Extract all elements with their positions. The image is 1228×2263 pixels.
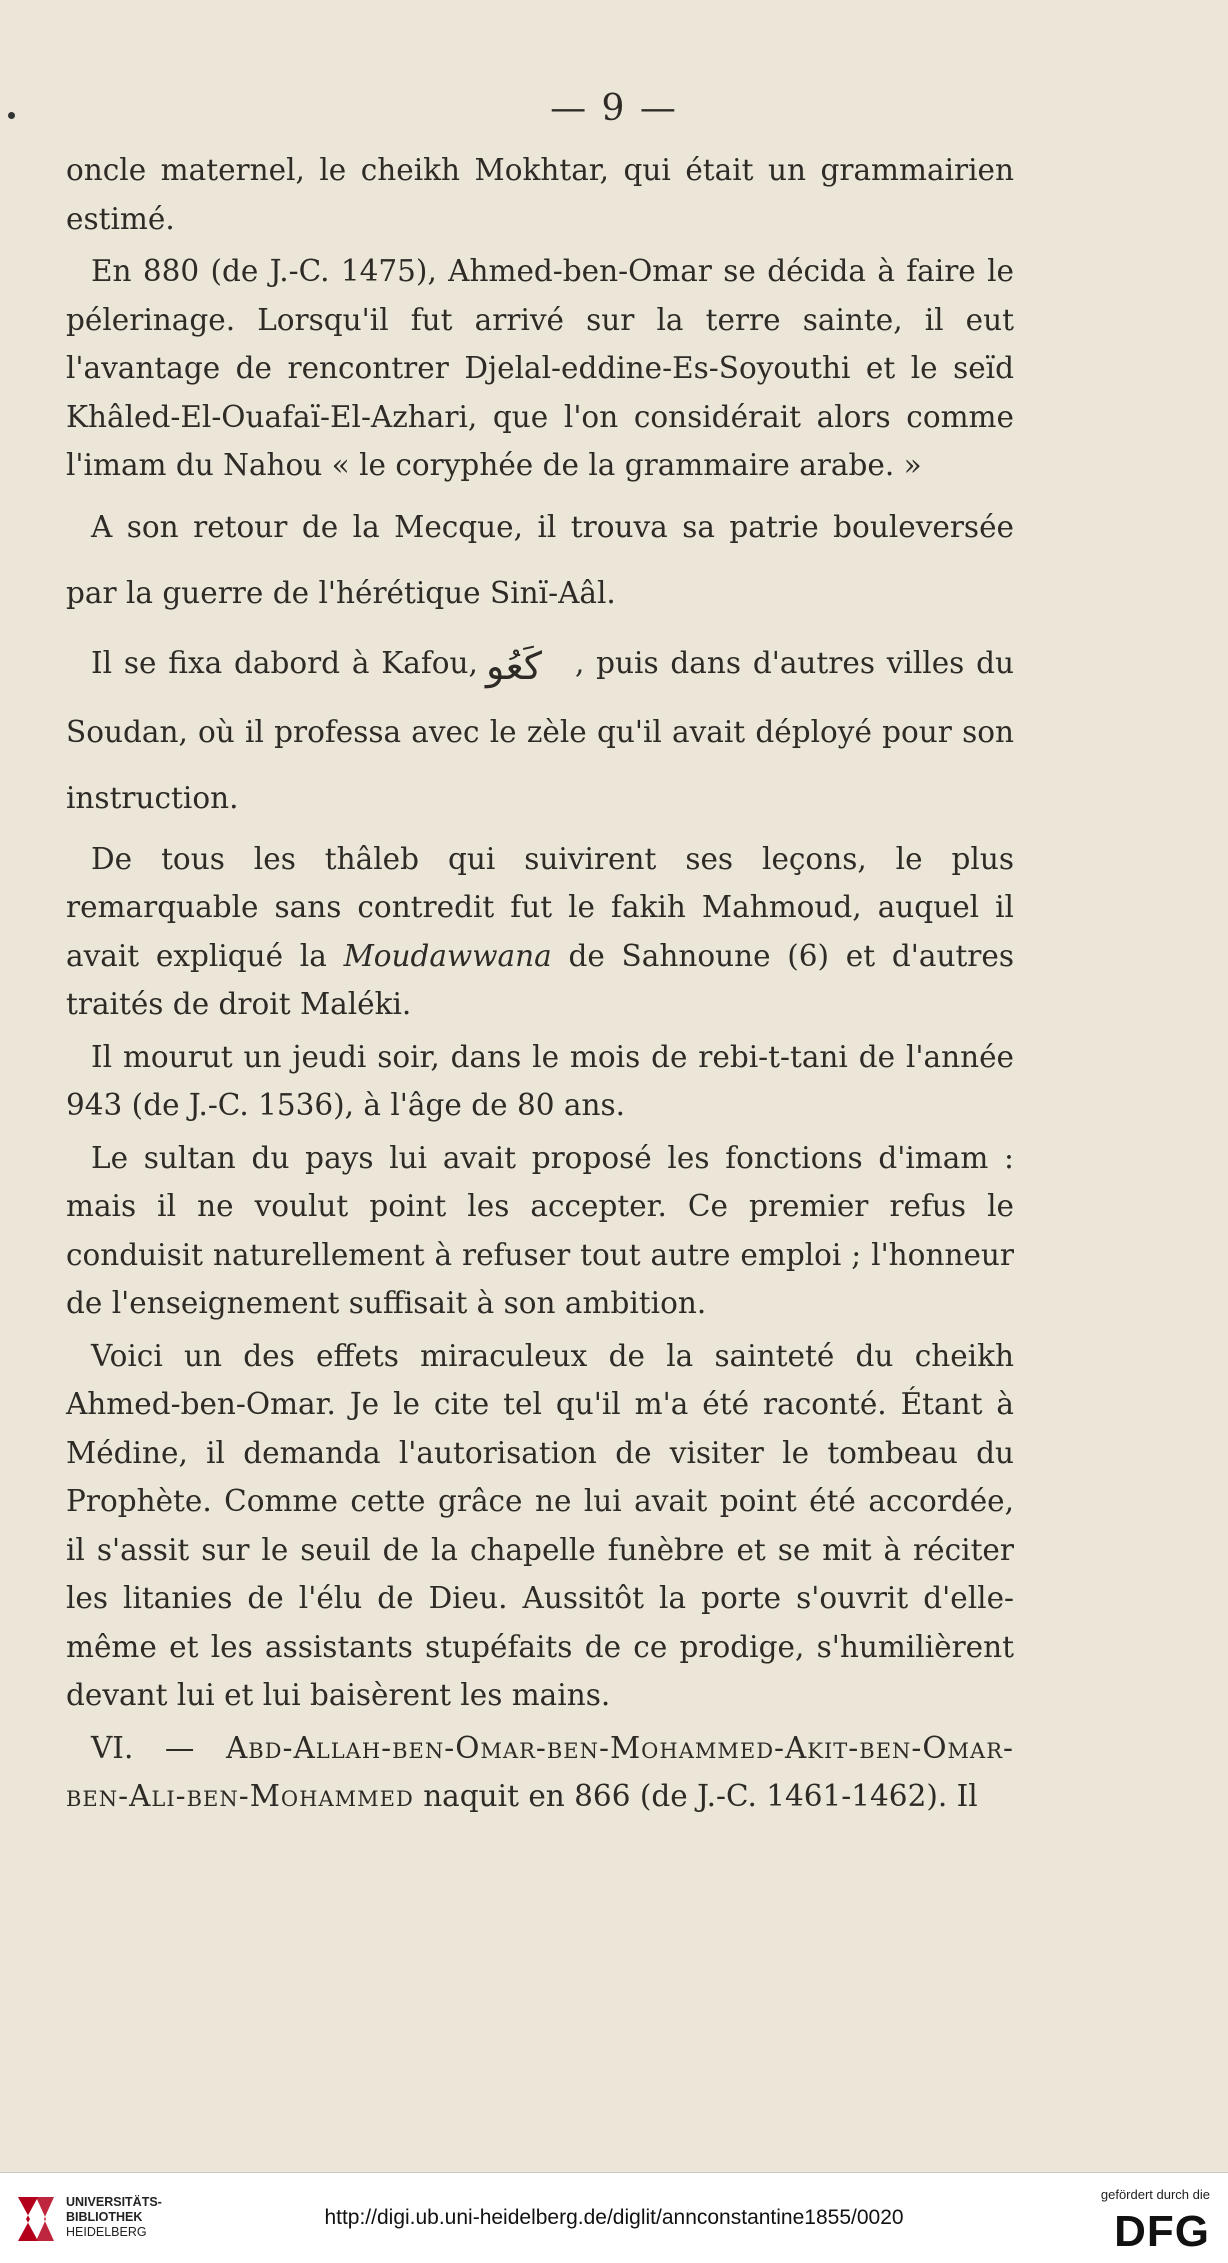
section-name: Abd-Allah-ben-Omar-ben-Mohammed-Akit-ben-Omar-ben-Ali-ben-Mohammed	[66, 1730, 1014, 1813]
permalink-url[interactable]: http://digi.ub.uni-heidelberg.de/diglit/annconstantine1855/0020	[324, 2206, 904, 2229]
kafou-text-after: , puis dans d'autres villes du Soudan, où il professa avec le zèle qu'il avait déployé pour son instruction.	[66, 645, 1015, 815]
paragraph: Il mourut un jeudi soir, dans le mois de rebi-t-tani de l'année 943 (de J.-C. 1536), à l'âge de 80 ans.	[66, 1039, 1014, 1122]
library-name-line: UNIVERSITÄTS-	[66, 2195, 162, 2209]
section-rest: naquit en 866 (de J.-C. 1461-1462). Il	[423, 1779, 978, 1813]
paragraph: A son retour de la Mecque, il trouva sa patrie bouleversée par la guerre de l'hérétique Sinï-Aâl.	[66, 509, 1014, 610]
body-text	[66, 146, 1014, 1821]
paragraph: Voici un des effets miraculeux de la sainteté du cheikh Ahmed-ben-Omar. Je le cite tel qu'il m'a été raconté. Étant à Médine, il demanda l'autorisation de visiter le tombeau du Prophète. Comme cette grâce ne lui avait point été accordée, il s'assit sur le seuil de la chapelle funèbre et se mit à réciter les litanies de l'élu de Dieu. Aussitôt la porte s'ouvrit d'elle-même et les assistants stupéfaits de ce prodige, s'humilièrent devant lui et lui baisèrent les mains.	[66, 1338, 1014, 1712]
viewer-footer	[0, 2172, 1228, 2263]
paragraph-thaleb	[66, 835, 1014, 1029]
funded-by-label: gefördert durch die	[1100, 2187, 1210, 2202]
library-name-line: HEIDELBERG	[66, 2225, 147, 2239]
thaleb-text-after: de Sahnoune (6) et d'autres traités de droit Maléki.	[66, 938, 1014, 1021]
dfg-logo: DFG	[1114, 2207, 1210, 2256]
paragraph: En 880 (de J.-C. 1475), Ahmed-ben-Omar se décida à faire le pélerinage. Lorsqu'il fut arrivé sur la terre sainte, il eut l'avantage de rencontrer Djelal-eddine-Es-Soyouthi et le seïd Khâled-El-Ouafaï-El-Azhari, que l'on considérait alors comme l'imam du Nahou « le coryphée de la grammaire arabe. »	[66, 254, 1014, 482]
kafou-text-before: Il se fixa dabord à Kafou,	[91, 645, 478, 680]
section-numeral: VI. —	[91, 1730, 195, 1765]
paragraph: Le sultan du pays lui avait proposé les fonctions d'imam : mais il ne voulut point les accepter. Ce premier refus le conduisit naturellement à refuser tout autre emploi ; l'honneur de l'enseignement suffisait à son ambition.	[66, 1140, 1014, 1320]
thaleb-text-before: De tous les thâleb qui suivirent ses leçons, le plus remarquable sans contredit fut le fakih Mahmoud, auquel il avait expliqué la	[66, 841, 1014, 973]
page-number: — 9 —	[550, 88, 678, 129]
italic-title: Moudawwana	[343, 938, 552, 973]
arabic-word-kafou: كَعُو	[485, 643, 542, 688]
section-heading-vi	[66, 1724, 1014, 1821]
paragraph-kafou	[66, 630, 1014, 831]
library-name-line: BIBLIOTHEK	[66, 2210, 143, 2224]
paragraph: oncle maternel, le cheikh Mokhtar, qui était un grammairien estimé.	[66, 153, 1014, 236]
